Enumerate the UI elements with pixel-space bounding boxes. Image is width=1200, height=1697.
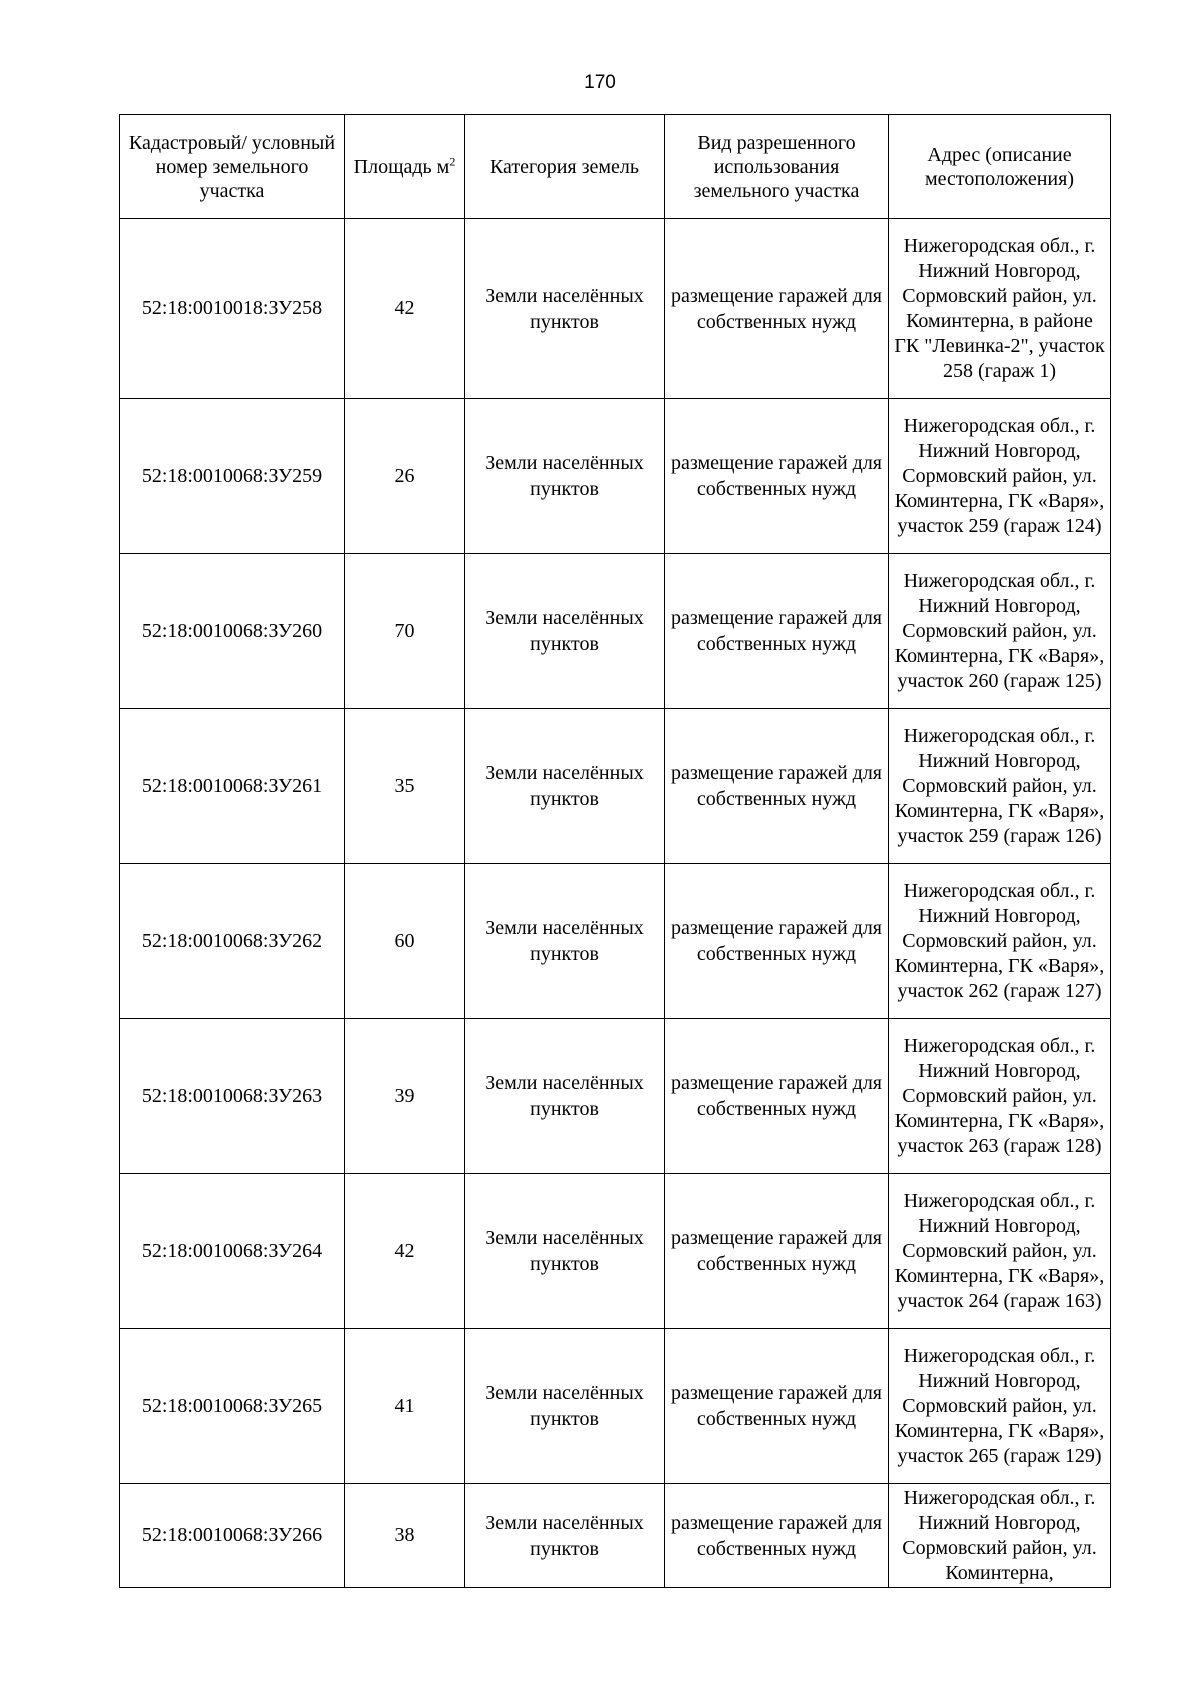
cell-address: Нижегородская обл., г. Нижний Новгород, Сормовский район, ул. Коминтерна,: [889, 1484, 1111, 1588]
header-category: Категория земель: [465, 115, 665, 219]
header-use: Вид разрешенного использования земельного участка: [665, 115, 889, 219]
cell-address: Нижегородская обл., г. Нижний Новгород, Сормовский район, ул. Коминтерна, ГК «Варя», участок 262 (гараж 127): [889, 864, 1111, 1019]
cell-cadastral: 52:18:0010018:ЗУ258: [120, 219, 345, 399]
table-row: [120, 709, 1111, 864]
cell-category: Земли населённых пунктов: [465, 864, 665, 1019]
table-row: [120, 1329, 1111, 1484]
cell-area: 42: [345, 1174, 465, 1329]
header-area-sup: 2: [449, 153, 456, 168]
cell-category: Земли населённых пунктов: [465, 1484, 665, 1588]
cell-category: Земли населённых пунктов: [465, 399, 665, 554]
cell-use: размещение гаражей для собственных нужд: [665, 864, 889, 1019]
table-row: [120, 554, 1111, 709]
cell-use: размещение гаражей для собственных нужд: [665, 1019, 889, 1174]
cell-area: 60: [345, 864, 465, 1019]
cell-address: Нижегородская обл., г. Нижний Новгород, Сормовский район, ул. Коминтерна, ГК «Варя», участок 259 (гараж 124): [889, 399, 1111, 554]
cell-address: Нижегородская обл., г. Нижний Новгород, Сормовский район, ул. Коминтерна, в районе ГК "Левинка-2", участок 258 (гараж 1): [889, 219, 1111, 399]
table-header-row: [120, 115, 1111, 219]
table-row: [120, 219, 1111, 399]
cell-cadastral: 52:18:0010068:ЗУ266: [120, 1484, 345, 1588]
cell-address: Нижегородская обл., г. Нижний Новгород, Сормовский район, ул. Коминтерна, ГК «Варя», участок 263 (гараж 128): [889, 1019, 1111, 1174]
cell-area: 38: [345, 1484, 465, 1588]
header-address: Адрес (описание местоположения): [889, 115, 1111, 219]
table-row: [120, 864, 1111, 1019]
cell-cadastral: 52:18:0010068:ЗУ262: [120, 864, 345, 1019]
cell-use: размещение гаражей для собственных нужд: [665, 219, 889, 399]
cell-cadastral: 52:18:0010068:ЗУ264: [120, 1174, 345, 1329]
cell-area: 26: [345, 399, 465, 554]
land-plots-table: [119, 114, 1111, 1588]
header-area: [345, 115, 465, 219]
cell-use: размещение гаражей для собственных нужд: [665, 1174, 889, 1329]
cell-area: 41: [345, 1329, 465, 1484]
cell-cadastral: 52:18:0010068:ЗУ265: [120, 1329, 345, 1484]
cell-address: Нижегородская обл., г. Нижний Новгород, Сормовский район, ул. Коминтерна, ГК «Варя», участок 259 (гараж 126): [889, 709, 1111, 864]
cell-category: Земли населённых пунктов: [465, 1019, 665, 1174]
cell-cadastral: 52:18:0010068:ЗУ259: [120, 399, 345, 554]
cell-use: размещение гаражей для собственных нужд: [665, 399, 889, 554]
header-cadastral: Кадастровый/ условный номер земельного участка: [120, 115, 345, 219]
table-row: [120, 1484, 1111, 1588]
cell-address: Нижегородская обл., г. Нижний Новгород, Сормовский район, ул. Коминтерна, ГК «Варя», участок 264 (гараж 163): [889, 1174, 1111, 1329]
cell-cadastral: 52:18:0010068:ЗУ260: [120, 554, 345, 709]
cell-address: Нижегородская обл., г. Нижний Новгород, Сормовский район, ул. Коминтерна, ГК «Варя», участок 260 (гараж 125): [889, 554, 1111, 709]
cell-address: Нижегородская обл., г. Нижний Новгород, Сормовский район, ул. Коминтерна, ГК «Варя», участок 265 (гараж 129): [889, 1329, 1111, 1484]
cell-category: Земли населённых пунктов: [465, 554, 665, 709]
table-row: [120, 399, 1111, 554]
table-row: [120, 1174, 1111, 1329]
page-number: 170: [584, 72, 616, 93]
cell-cadastral: 52:18:0010068:ЗУ263: [120, 1019, 345, 1174]
cell-area: 39: [345, 1019, 465, 1174]
cell-category: Земли населённых пунктов: [465, 219, 665, 399]
cell-use: размещение гаражей для собственных нужд: [665, 709, 889, 864]
cell-area: 35: [345, 709, 465, 864]
cell-area: 42: [345, 219, 465, 399]
cell-cadastral: 52:18:0010068:ЗУ261: [120, 709, 345, 864]
table-row: [120, 1019, 1111, 1174]
cell-category: Земли населённых пунктов: [465, 1329, 665, 1484]
header-area-label: Площадь м: [353, 155, 450, 178]
cell-use: размещение гаражей для собственных нужд: [665, 554, 889, 709]
cell-area: 70: [345, 554, 465, 709]
cell-category: Земли населённых пунктов: [465, 709, 665, 864]
cell-category: Земли населённых пунктов: [465, 1174, 665, 1329]
cell-use: размещение гаражей для собственных нужд: [665, 1329, 889, 1484]
cell-use: размещение гаражей для собственных нужд: [665, 1484, 889, 1588]
